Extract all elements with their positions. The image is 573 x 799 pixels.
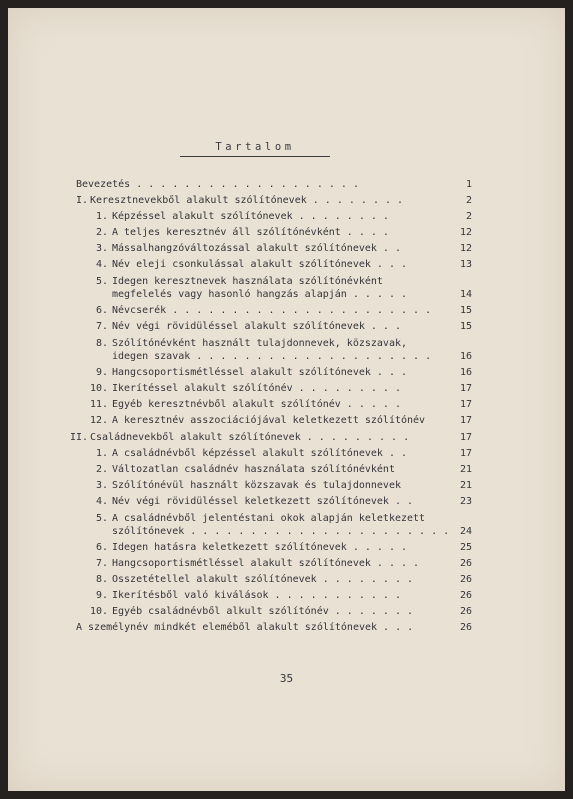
toc-entry-title: Képzéssel alakult szólítónevek . . . . . . . . [112, 211, 389, 222]
toc-entry-title-line2: megfelelés vagy hasonló hangzás alapján . . . . . [112, 289, 408, 300]
toc-entry [8, 480, 565, 495]
toc-entry [8, 415, 565, 430]
toc-entry-page: 25 [459, 542, 472, 553]
toc-entry-title: Név végi rövidüléssel keletkezett szólítónevek . . [112, 496, 414, 507]
toc-entry-number: 1. [95, 211, 108, 222]
toc-entry-page: 26 [459, 590, 472, 601]
toc-entry-page: 17 [459, 448, 472, 459]
toc-entry-number: 11. [89, 399, 108, 410]
toc-entry-page: 17 [459, 415, 472, 426]
toc-entry-page: 15 [459, 305, 472, 316]
toc-entry [8, 448, 565, 463]
toc-entry-page: 12 [459, 243, 472, 254]
toc-entry [8, 558, 565, 573]
toc-entry-title: Mássalhangzóváltozással alakult szólítónevek . . [112, 243, 401, 254]
toc-entry [8, 227, 565, 242]
toc-entry-title-line2: idegen szavak . . . . . . . . . . . . . . . . . . . . [112, 351, 432, 362]
toc-entry-number: I. [75, 195, 88, 206]
toc-entry-title: A családnévből képzéssel alakult szólítónevek . . [112, 448, 408, 459]
toc-entry-title: Idegen keresztnevek használata szólítónévként [112, 276, 383, 287]
toc-entry-title: Bevezetés . . . . . . . . . . . . . . . . . . . [76, 179, 359, 190]
toc-entry-page: 26 [459, 606, 472, 617]
toc-entry-title: Szólítónévként használt tulajdonnevek, közszavak, [112, 338, 408, 349]
toc-entry [8, 276, 565, 304]
toc-entry-title: Név végi rövidüléssel alakult szólítónevek . . . [112, 321, 401, 332]
toc-entry-number: 4. [95, 496, 108, 507]
toc-entry-title: Keresztnevekből alakult szólítónevek . . . . . . . . [90, 195, 404, 206]
toc-entry-page: 13 [459, 259, 472, 270]
toc-entry-number: II. [69, 432, 88, 443]
toc-entry-title: A személynév mindkét eleméből alakult szólítónevek . . . [76, 622, 414, 633]
toc-entry-title: Összetétellel alakult szólítónevek . . . . . . . . [112, 574, 414, 585]
toc-entry-title: Szólítónévül használt közszavak és tulajdonnevek [112, 480, 401, 491]
toc-entry-page: 26 [459, 558, 472, 569]
document-page [8, 8, 565, 791]
toc-entry [8, 606, 565, 621]
toc-entry-page: 17 [459, 399, 472, 410]
toc-entry-number: 2. [95, 227, 108, 238]
toc-entry [8, 367, 565, 382]
toc-entry [8, 432, 565, 447]
toc-entry-page: 12 [459, 227, 472, 238]
toc-entry-number: 3. [95, 243, 108, 254]
toc-entry-title: Változatlan családnév használata szólítónévként [112, 464, 395, 475]
toc-entry-page: 21 [459, 480, 472, 491]
toc-entry-page: 23 [459, 496, 472, 507]
toc-entry-page: 14 [459, 289, 472, 300]
toc-entry-page: 21 [459, 464, 472, 475]
toc-entry [8, 243, 565, 258]
toc-entry-title: Ikerítésből való kiválások . . . . . . . . . . . [112, 590, 401, 601]
toc-entry [8, 399, 565, 414]
toc-entry-page: 15 [459, 321, 472, 332]
toc-entry-title: Családnevekből alakult szólítónevek . . . . . . . . . [90, 432, 410, 443]
toc-entry [8, 179, 565, 194]
toc-entry [8, 574, 565, 589]
toc-entry [8, 542, 565, 557]
toc-entry-title: Ikerítéssel alakult szólítónév . . . . . . . . . [112, 383, 401, 394]
toc-entry-title: Név eleji csonkulással alakult szólítónevek . . . [112, 259, 408, 270]
toc-entry-number: 3. [95, 480, 108, 491]
toc-entry-number: 2. [95, 464, 108, 475]
toc-entry-number: 9. [95, 367, 108, 378]
toc-entry-page: 2 [465, 195, 472, 206]
toc-entry-title: Névcserék . . . . . . . . . . . . . . . . . . . . . . [112, 305, 432, 316]
toc-entry [8, 338, 565, 366]
toc-entry-page: 1 [465, 179, 472, 190]
toc-entry [8, 259, 565, 274]
toc-entry-title: Hangcsoportismétléssel alakult szólítónevek . . . . [112, 558, 420, 569]
toc-entry-number: 5. [95, 276, 108, 287]
toc-entry-number: 10. [89, 606, 108, 617]
toc-entry-page: 17 [459, 432, 472, 443]
toc-entry [8, 211, 565, 226]
toc-entry-title: A keresztnév asszociációjával keletkezett szólítónév [112, 415, 426, 426]
toc-entry [8, 496, 565, 511]
toc-entry [8, 195, 565, 210]
toc-entry-number: 8. [95, 574, 108, 585]
toc-entry-number: 10. [89, 383, 108, 394]
toc-entry-title-line2: szólítónevek . . . . . . . . . . . . . . . . . . . . . . [112, 526, 450, 537]
toc-entry [8, 622, 565, 637]
toc-entry-number: 6. [95, 305, 108, 316]
toc-entry-title: Egyéb keresztnévből alakult szólítónév . . . . . [112, 399, 401, 410]
toc-entry-number: 4. [95, 259, 108, 270]
toc-entry-number: 7. [95, 558, 108, 569]
toc-entry-page: 16 [459, 351, 472, 362]
toc-entry [8, 305, 565, 320]
toc-entry-page: 26 [459, 622, 472, 633]
page-number: 35 [279, 672, 294, 685]
toc-entry-number: 1. [95, 448, 108, 459]
toc-entry-page: 2 [465, 211, 472, 222]
toc-entry-title: Hangcsoportismétléssel alakult szólítónevek . . . [112, 367, 408, 378]
toc-entry-title: A családnévből jelentéstani okok alapján keletkezett [112, 513, 426, 524]
toc-entry-number: 8. [95, 338, 108, 349]
toc-entry [8, 464, 565, 479]
toc-entry [8, 513, 565, 541]
toc-entry-number: 5. [95, 513, 108, 524]
toc-entry-title: Idegen hatásra keletkezett szólítónevek . . . . . [112, 542, 408, 553]
toc-entry [8, 321, 565, 336]
toc-entry-number: 9. [95, 590, 108, 601]
toc-entry-page: 16 [459, 367, 472, 378]
toc-entry-page: 24 [459, 526, 472, 537]
toc-entry-title: A teljes keresztnév áll szólítónévként . . . . [112, 227, 389, 238]
toc-entry-title: Egyéb családnévből alkult szólítónév . . . . . . . [112, 606, 414, 617]
toc-entry [8, 383, 565, 398]
toc-entry-number: 7. [95, 321, 108, 332]
toc-entry-number: 12. [89, 415, 108, 426]
toc-entry [8, 590, 565, 605]
toc-entry-page: 26 [459, 574, 472, 585]
toc-title: Tartalom [180, 141, 330, 157]
toc-entry-number: 6. [95, 542, 108, 553]
toc-entry-page: 17 [459, 383, 472, 394]
